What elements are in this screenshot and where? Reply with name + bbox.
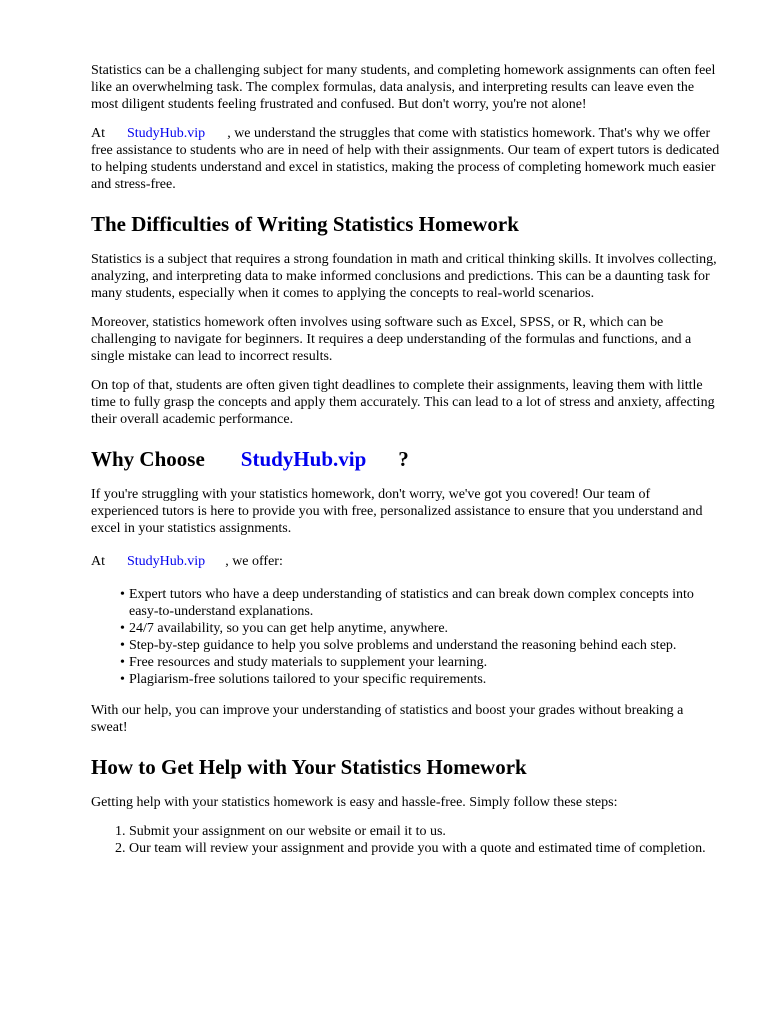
difficulties-heading: The Difficulties of Writing Statistics Homework	[91, 212, 519, 236]
offer-rest-text: , we offer:	[225, 554, 283, 569]
list-item: • Expert tutors who have a deep understanding of statistics and can break down complex concepts into easy-to-understand explanations.	[129, 586, 721, 620]
intro-paragraph: Statistics can be a challenging subject for many students, and completing homework assignments can often feel like an overwhelming task. The complex formulas, data analysis, and interpreting results can leave even the most diligent students feeling frustrated and confused. But don't worry, you're not alone!	[91, 63, 716, 112]
why-choose-heading	[91, 446, 721, 472]
intro-at-text: At	[91, 126, 105, 141]
offer-at-text: At	[91, 554, 105, 569]
why-closing-paragraph: With our help, you can improve your understanding of statistics and boost your grades without breaking a sweat!	[91, 703, 684, 735]
list-item: • Plagiarism-free solutions tailored to your specific requirements.	[129, 671, 721, 688]
list-item: • 24/7 availability, so you can get help anytime, anywhere.	[129, 620, 721, 637]
difficulties-paragraph-3: On top of that, students are often given tight deadlines to complete their assignments, leaving them with little time to fully grasp the concepts and apply them accurately. This can lead to a lot of stress and anxiety, affecting their overall academic performance.	[91, 378, 715, 427]
document-body	[91, 62, 721, 857]
offers-list	[91, 586, 721, 688]
list-item: 2. Our team will review your assignment and provide you with a quote and estimated time of completion.	[129, 840, 721, 857]
list-item: 1. Submit your assignment on our website or email it to us.	[129, 823, 721, 840]
list-item: • Free resources and study materials to supplement your learning.	[129, 654, 721, 671]
difficulties-paragraph-1: Statistics is a subject that requires a strong foundation in math and critical thinking skills. It involves collecting, analyzing, and interpreting data to make informed conclusions and predictions. This can be a daunting task for many students, especially when it comes to applying the concepts to real-world scenarios.	[91, 252, 717, 301]
why-paragraph: If you're struggling with your statistics homework, don't worry, we've got you covered! Our team of experienced tutors is here to provide you with free, personalized assistance to ensure that you understand and excel in your statistics assignments.	[91, 487, 703, 536]
howto-paragraph: Getting help with your statistics homework is easy and hassle-free. Simply follow these steps:	[91, 795, 618, 810]
list-item: • Step-by-step guidance to help you solve problems and understand the reasoning behind each step.	[129, 637, 721, 654]
why-choose-suffix: ?	[398, 447, 409, 471]
offer-intro	[91, 553, 721, 570]
intro-paragraph-studyhub	[91, 125, 721, 193]
studyhub-link[interactable]: StudyHub.vip	[127, 126, 206, 141]
offer-studyhub-link[interactable]: StudyHub.vip	[127, 554, 206, 569]
why-choose-prefix: Why Choose	[91, 447, 205, 471]
intro-rest-text: , we understand the struggles that come with statistics homework. That's why we offer free assistance to students who are in need of help with their assignments. Our team of expert tutors is dedicated to helping students understand and excel in statistics, making the process of completing homework much easier and stress-free.	[91, 126, 720, 192]
difficulties-paragraph-2: Moreover, statistics homework often involves using software such as Excel, SPSS, or R, which can be challenging to navigate for beginners. It requires a deep understanding of the formulas and functions, and a single mistake can lead to incorrect results.	[91, 315, 692, 364]
howto-heading: How to Get Help with Your Statistics Homework	[91, 755, 527, 779]
steps-list	[91, 823, 721, 857]
why-choose-studyhub-link[interactable]: StudyHub.vip	[240, 447, 367, 471]
